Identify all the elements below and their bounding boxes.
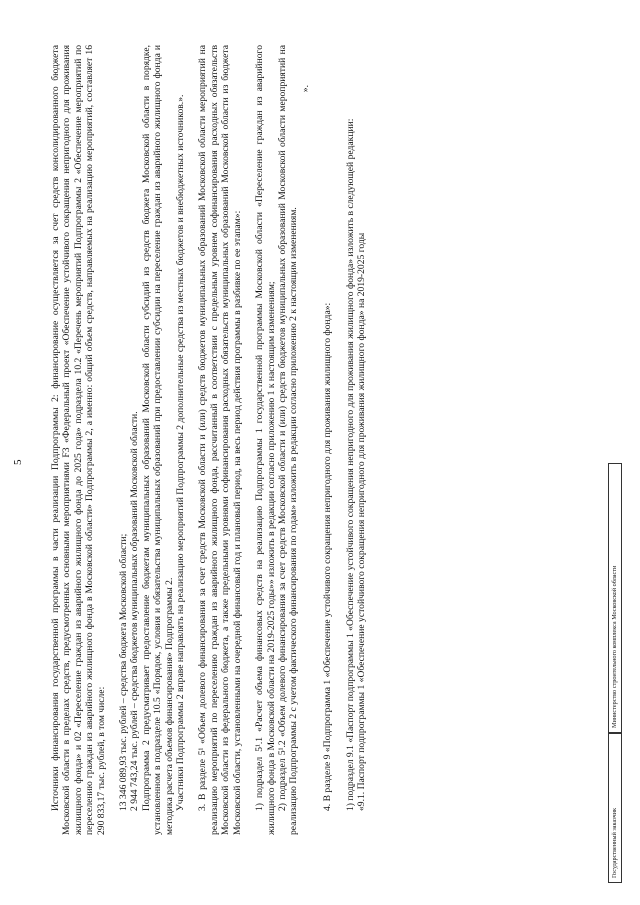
footer-table — [608, 463, 622, 883]
paragraph-section-3: 3. В разделе 5¹ «Объем долевого финансирования за счет средств Московской области и (или) средств бюджетов муниципальных образований Московской области мероприятий на реализацию мероприятий по переселению граждан из аварийного жилищного фонда, рассчитанный в соответствии с предельным уровнем софинансирования расходных обязательств Московской области из федерального бюджета, а также предельными уровнями софинансирования расходных обязательств муниципальных образований Московской области из бюджета Московской области, установленными на очередной финансовый год и плановый период, на весь период действия программы в разбивке по ее этапам»: — [197, 45, 243, 835]
document-body — [50, 45, 367, 835]
page-number: 5 — [12, 459, 24, 465]
paragraph-financing-sources: Источники финансирования государственной программы в части реализации Подпрограммы 2: финансирование осуществляется за счет средств консолидированного бюджета Московской области в пределах средств, предусмотренных основными мероприятиями F3 «Федеральный проект «Обеспечение устойчивого сокращения непригодного для проживания жилищного фонда» и 02 «Переселение граждан из аварийного жилищного фонда до 2025 года» подраздела 10.2 «Перечень мероприятий Подпрограммы 2 «Обеспечение мероприятий по переселению граждан из аварийного жилищного фонда в Московской области» Подпрограммы 2, а именно: общий объем средств, направляемых на реализацию мероприятий, составляет 16 290 833,17 тыс. рублей, в том числе: — [50, 45, 107, 835]
paragraph-item-2: 2) подраздел 5¹.2 «Объем долевого финансирования за счет средств Московской области и (или) средств бюджетов муниципальных образований Московской области мероприятий на реализацию Подпрограммы 2 с учетом фактического финансирования по годам» изложить в редакции согласно приложению 2 к настоящим изменениям. — [276, 45, 300, 835]
paragraph-section-4: 4. В разделе 9 «Подпрограмма 1 «Обеспечение устойчивого сокращения непригодного для проживания жилищного фонда»: — [322, 302, 334, 811]
paragraph-subsidies: Подпрограмма 2 предусматривает предоставление бюджетам муниципальных образований Московской области субсидий из средств бюджета Московской области в порядке, установленном в подразделе 10.5 «Порядок, условия и обязательства муниципальных образований при предоставлении субсидии на переселение граждан из аварийного жилищного фонда и методика расчета объемов финансирования» Подпрограммы 2. — [140, 45, 175, 835]
paragraph-municipal-budget: 2 944 743,24 тыс. рублей – средства бюджетов муниципальных образований Московской области. — [129, 411, 141, 811]
closing-quote: ». — [299, 85, 311, 93]
paragraph-participants: Участники Подпрограммы 2 вправе направлять на реализацию мероприятий Подпрограммы 2 дополнительные средства из местных бюджетов и внебюджетных источников.». — [175, 94, 187, 811]
paragraph-subsection-9-1: 1) подраздел 9.1 «Паспорт подпрограммы 1 «Обеспечение устойчивого сокращения непригодного для проживания жилищного фонда» изложить в следующей редакции: — [344, 118, 356, 811]
footer-value: Министерство строительного комплекса Московской области — [608, 463, 622, 733]
paragraph-passport-title: «9.1. Паспорт подпрограммы 1 «Обеспечение устойчивого сокращения непригодного для проживания жилищного фонда» на 2019-2025 годы — [355, 232, 367, 811]
paragraph-item-1: 1) подраздел 5¹.1 «Расчет объема финансовых средств на реализацию Подпрограммы 1 государственной программы Московской области «Переселение граждан из аварийного жилищного фонда в Московской области на 2019-2025 годы»» изложить в редакции согласно приложению 1 к настоящим изменениям; — [254, 45, 277, 835]
footer-label: Государственный заказчик — [608, 733, 622, 883]
paragraph-regional-budget: 13 346 089,93 тыс. рублей – средства бюджета Московской области; — [118, 533, 130, 811]
